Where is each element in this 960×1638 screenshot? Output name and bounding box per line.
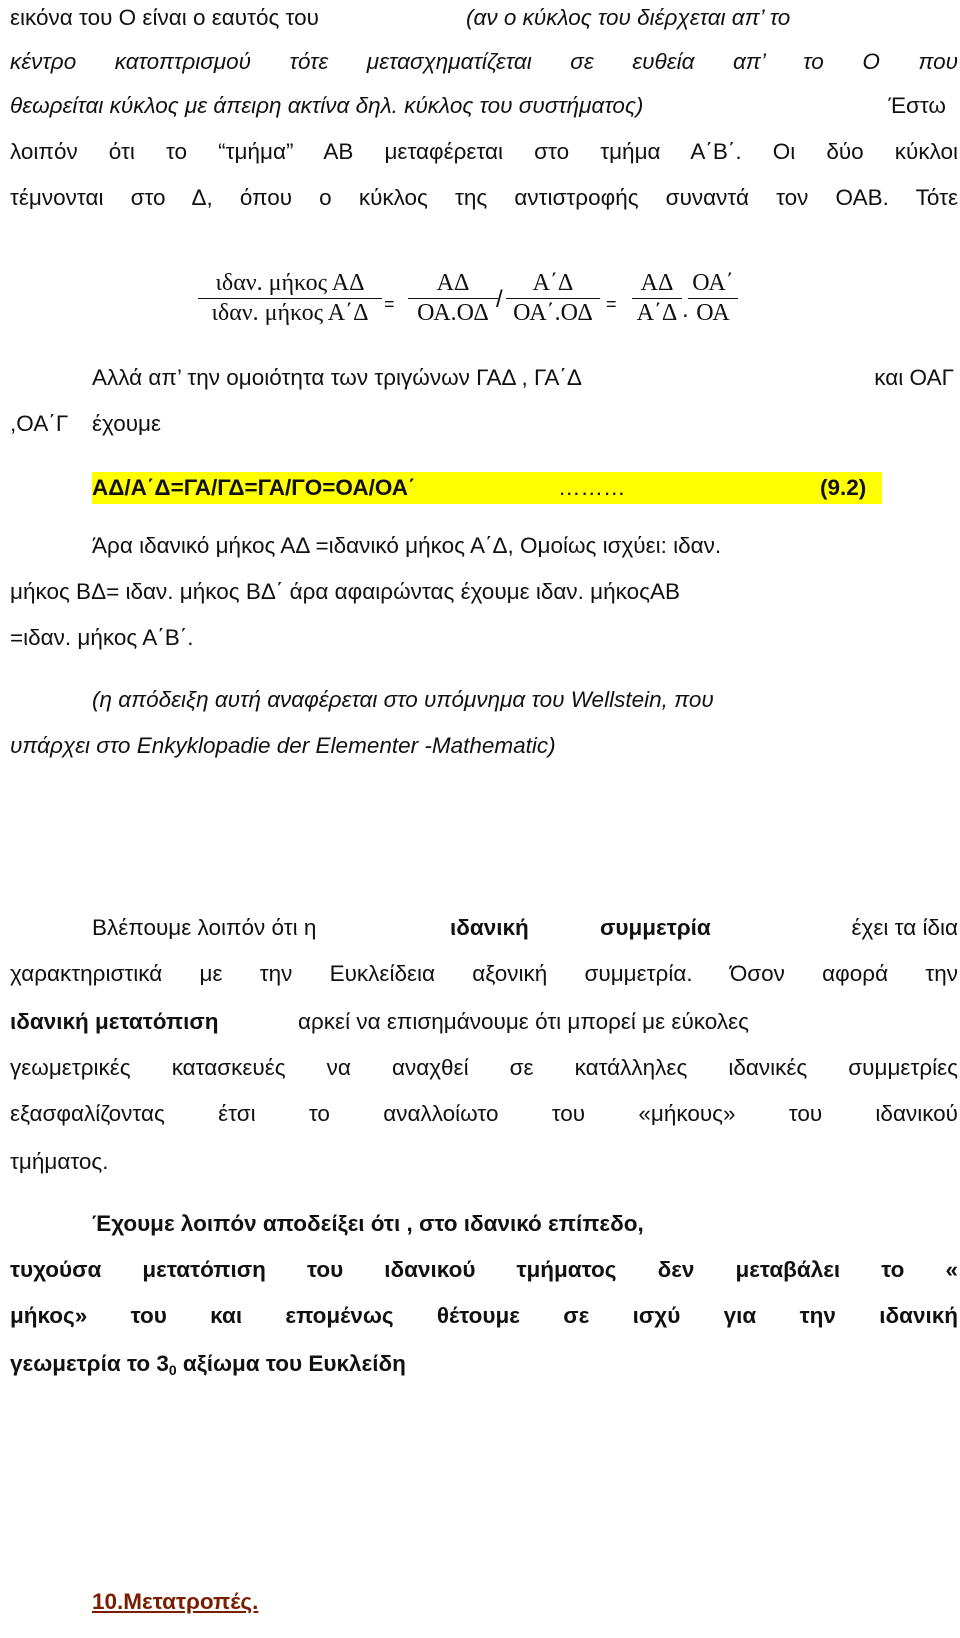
equation-dots: ……… <box>558 475 626 500</box>
denominator: ΟΑ.ΟΔ <box>417 300 489 326</box>
text-line <box>10 1348 958 1380</box>
fraction-bar <box>632 298 682 299</box>
dot: . <box>682 296 689 323</box>
denominator: ιδαν. μήκος Α΄Δ <box>211 300 369 326</box>
text-fragment: εικόνα του Ο είναι ο εαυτός του <box>10 5 319 30</box>
text-line: Έχουμε λοιπόν αποδείξει ότι , στο ιδανικό επίπεδο, <box>92 1211 644 1236</box>
section-heading <box>92 1586 958 1618</box>
text-fragment: Αλλά απ’ την ομοιότητα των τριγώνων ΓΑΔ , ΓΑ΄Δ <box>92 365 582 390</box>
text-line: τμήματος. <box>10 1149 109 1174</box>
text-fragment: αρκεί να επισημάνουμε ότι μπορεί με εύκολες <box>298 1009 749 1034</box>
fraction-ad <box>408 270 498 327</box>
text-fragment-italic: θεωρείται κύκλος με άπειρη ακτίνα δηλ. κύκλος του συστήματος) <box>10 93 644 118</box>
text-fragment-italic: (αν ο κύκλος του διέρχεται απ’ το <box>466 5 791 30</box>
fraction-ideal-length <box>198 270 382 327</box>
text-line: μήκος» του και επομένως θέτουμε σε ισχύ για την ιδανική <box>10 1303 958 1328</box>
fraction-bar <box>198 298 382 299</box>
text-line <box>10 1006 958 1038</box>
fraction-ad-over-a-prime-d <box>632 270 682 327</box>
text-line: τυχούσα μετατόπιση του ιδανικού τμήματος δεν μεταβάλει το « <box>10 1257 958 1282</box>
text-line: γεωμετρικές κατασκευές να αναχθεί σε κατάλληλες ιδανικές συμμετρίες <box>10 1055 958 1080</box>
fraction-oa-prime-over-oa <box>688 270 738 327</box>
text-line: εξασφαλίζοντας έτσι το αναλλοίωτο του «μήκους» του ιδανικού <box>10 1101 958 1126</box>
equation-expression: ΑΔ/Α΄Δ=ΓΑ/ΓΔ=ΓΑ/ΓΟ=ΟΑ/ΟΑ΄ <box>92 475 416 500</box>
fraction-bar <box>408 298 498 299</box>
text-fragment-bold: ιδανική <box>450 915 529 940</box>
text-line <box>10 362 958 394</box>
text-line: τέμνονται στο Δ, όπου ο κύκλος της αντιστροφής συναντά τον ΟΑΒ. Τότε <box>10 185 958 210</box>
text-fragment: έχουμε <box>92 411 162 436</box>
text-fragment: και ΟΑΓ <box>874 365 954 390</box>
text-line: μήκος ΒΔ= ιδαν. μήκος ΒΔ΄ άρα αφαιρώντας έχουμε ιδαν. μήκοςΑΒ <box>10 579 680 604</box>
section-heading-text: 10.Μετατροπές. <box>92 1589 259 1614</box>
text-line: υπάρχει στο Enkyklopadie der Elementer -Mathematic) <box>10 733 556 758</box>
equals-sign: = <box>384 294 395 314</box>
text-fragment-bold: ιδανική μετατόπιση <box>10 1009 219 1034</box>
text-fragment-bold: συμμετρία <box>600 915 711 940</box>
text-fragment: Έστω <box>888 93 946 118</box>
numerator: Α΄Δ <box>532 270 574 296</box>
fraction-bar <box>688 298 738 299</box>
text-line: =ιδαν. μήκος Α΄Β΄. <box>10 625 194 650</box>
text-line: Άρα ιδανικό μήκος ΑΔ =ιδανικό μήκος Α΄Δ, Ομοίως ισχύει: ιδαν. <box>92 533 722 558</box>
text-line <box>10 2 958 34</box>
text-line <box>10 90 958 122</box>
subscript: 0 <box>168 1362 177 1378</box>
equals-sign: = <box>606 294 617 314</box>
text-fragment: ,ΟΑ΄Γ <box>10 411 69 436</box>
text-line: (η απόδειξη αυτή αναφέρεται στο υπόμνημα του Wellstein, που <box>92 687 714 712</box>
text-line <box>10 912 958 944</box>
text-fragment-bold: αξίωμα του Ευκλείδη <box>176 1351 406 1376</box>
slash: / <box>496 286 503 313</box>
text-fragment: έχει τα ίδια <box>851 915 958 940</box>
equation-9-2 <box>10 472 958 504</box>
text-line: κέντρο κατοπτρισμού τότε μετασχηματίζεται σε ευθεία απ’ το Ο που <box>10 49 958 74</box>
text-fragment-bold: γεωμετρία το 3 <box>10 1351 169 1376</box>
text-line: χαρακτηριστικά με την Ευκλείδεια αξονική συμμετρία. Όσον αφορά την <box>10 961 958 986</box>
text-fragment: Βλέπουμε λοιπόν ότι η <box>92 915 317 940</box>
numerator: ΑΔ <box>640 270 674 296</box>
fraction-a-prime-d <box>506 270 600 327</box>
text-line: λοιπόν ότι το “τμήμα” ΑΒ μεταφέρεται στο τμήμα Α΄Β΄. Οι δύο κύκλοι <box>10 139 958 164</box>
highlighted-equation <box>92 472 882 504</box>
denominator: ΟΑ <box>696 300 730 326</box>
numerator: ΑΔ <box>436 270 470 296</box>
text-line <box>10 408 958 440</box>
fraction-bar <box>506 298 600 299</box>
denominator: ΟΑ΄.ΟΔ <box>513 300 593 326</box>
numerator: ιδαν. μήκος ΑΔ <box>215 270 365 296</box>
equation-label: (9.2) <box>820 475 867 500</box>
denominator: Α΄Δ <box>636 300 678 326</box>
numerator: ΟΑ΄ <box>692 270 734 296</box>
